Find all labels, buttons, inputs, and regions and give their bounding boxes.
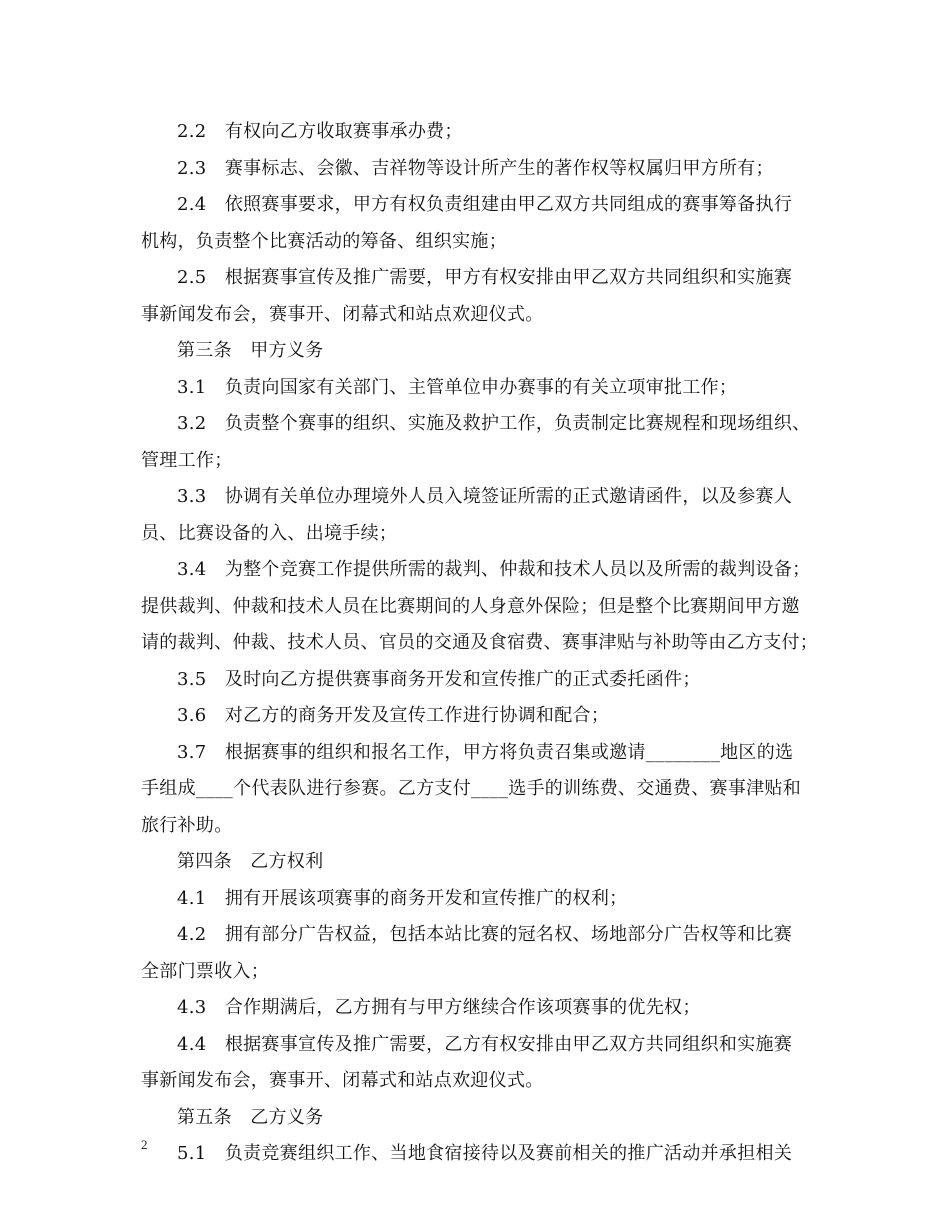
document-line: 第五条 乙方义务: [177, 1106, 324, 1128]
document-line: 3.2 负责整个赛事的组织、实施及救护工作，负责制定比赛规程和现场组织、: [177, 413, 811, 434]
document-line: 2.3 赛事标志、会徽、吉祥物等设计所产生的著作权等权属归甲方所有；: [177, 157, 774, 179]
document-body: [141, 114, 819, 1173]
document-line: 全部门票收入；: [141, 960, 270, 982]
document-line: 2.2 有权向乙方收取赛事承办费；: [177, 121, 463, 142]
document-line: 管理工作；: [141, 449, 233, 471]
document-line: 5.1 负责竞赛组织工作、当地食宿接待以及赛前相关的推广活动并承担相关: [177, 1143, 793, 1164]
document-line: 3.1 负责向国家有关部门、主管单位申办赛事的有关立项审批工作；: [177, 376, 738, 398]
document-line: 3.7 根据赛事的组织和报名工作，甲方将负责召集或邀请________地区的选: [177, 741, 794, 763]
document-line: 2.5 根据赛事宣传及推广需要，甲方有权安排由甲乙双方共同组织和实施赛: [177, 267, 793, 288]
document-line: 3.6 对乙方的商务开发及宣传工作进行协调和配合；: [177, 705, 610, 726]
document-line: 提供裁判、仲裁和技术人员在比赛期间的人身意外保险；但是整个比赛期间甲方邀: [141, 595, 800, 617]
document-line: 3.5 及时向乙方提供赛事商务开发和宣传推广的正式委托函件；: [177, 668, 701, 690]
document-line: 3.3 协调有关单位办理境外人员入境签证所需的正式邀请函件，以及参赛人: [177, 486, 793, 507]
document-line: 旅行补助。: [141, 814, 233, 836]
document-line: 员、比赛设备的入、出境手续；: [141, 522, 398, 544]
page-number: 2: [141, 1137, 148, 1152]
document-line: 机构，负责整个比赛活动的筹备、组织实施；: [141, 230, 507, 252]
document-line: 第四条 乙方权利: [177, 851, 324, 872]
document-line: 4.2 拥有部分广告权益，包括本站比赛的冠名权、场地部分广告权等和比赛: [177, 924, 793, 945]
document-line: 3.4 为整个竞赛工作提供所需的裁判、仲裁和技术人员以及所需的裁判设备；: [177, 559, 811, 580]
document-line: 手组成____个代表队进行参赛。乙方支付____选手的训练费、交通费、赛事津贴和: [141, 778, 801, 799]
document-line: 2.4 依照赛事要求，甲方有权负责组建由甲乙双方共同组成的赛事筹备执行: [177, 194, 793, 215]
document-line: 第三条 甲方义务: [177, 340, 324, 361]
document-line: 事新闻发布会，赛事开、闭幕式和站点欢迎仪式。: [141, 1070, 544, 1091]
document-line: 4.4 根据赛事宣传及推广需要，乙方有权安排由甲乙双方共同组织和实施赛: [177, 1033, 793, 1055]
document-line: 4.1 拥有开展该项赛事的商务开发和宣传推广的权利；: [177, 887, 628, 909]
document-line: 事新闻发布会，赛事开、闭幕式和站点欢迎仪式。: [141, 303, 544, 325]
document-line: 请的裁判、仲裁、技术人员、官员的交通及食宿费、赛事津贴与补助等由乙方支付；: [141, 632, 819, 653]
document-line: 4.3 合作期满后，乙方拥有与甲方继续合作该项赛事的优先权；: [177, 997, 701, 1018]
